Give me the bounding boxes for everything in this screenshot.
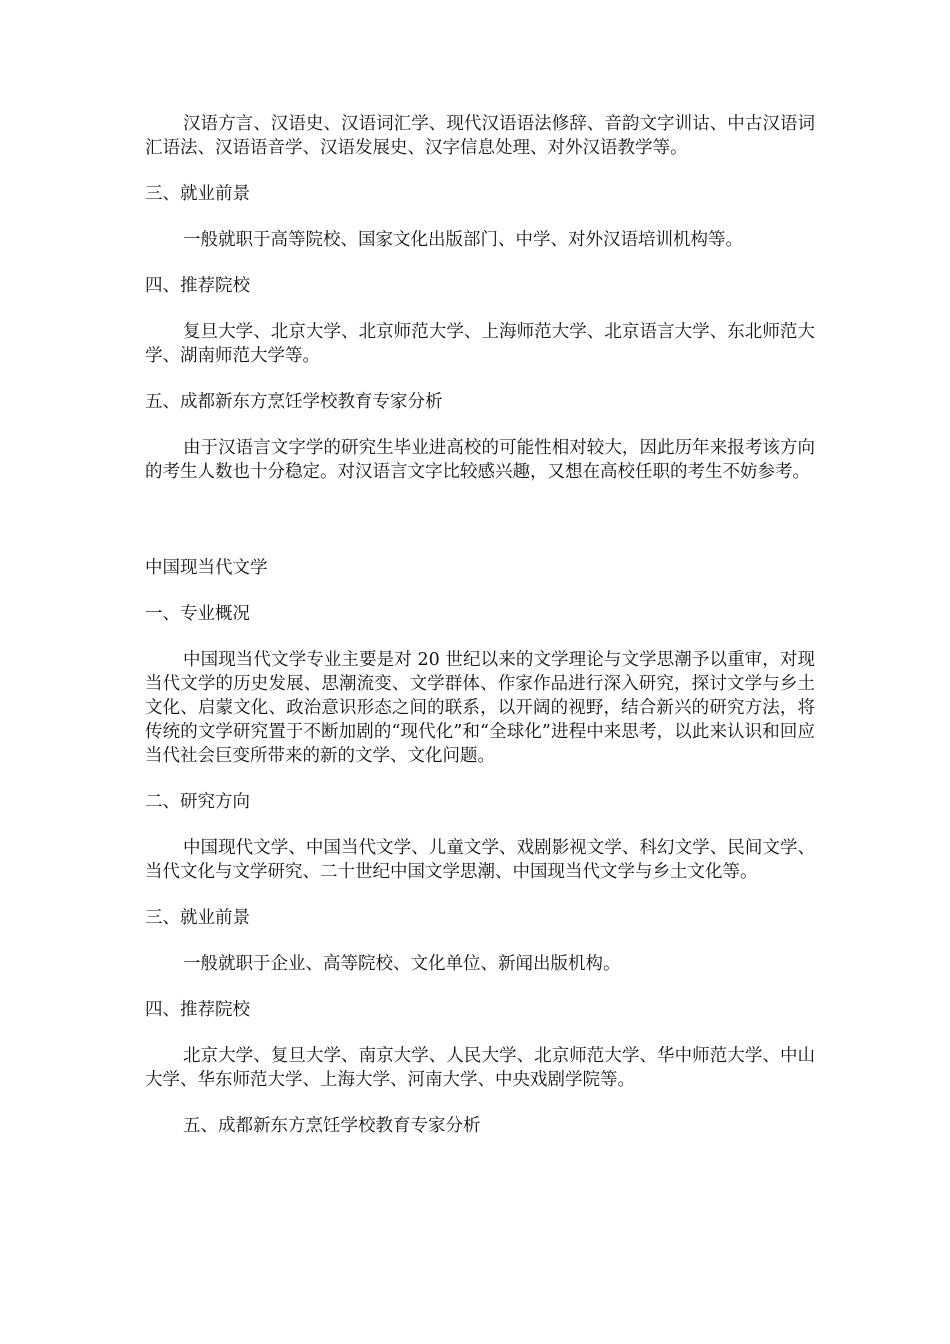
paragraph-employment: 一般就职于高等院校、国家文化出版部门、中学、对外汉语培训机构等。 xyxy=(183,230,743,250)
heading-research-directions: 二、研究方向 xyxy=(145,792,250,812)
heading-recommended-schools: 四、推荐院校 xyxy=(145,276,250,296)
paragraph-overview: 中国现当代文学专业主要是对 20 世纪以来的文学理论与文学思潮予以重审，对现当代文学的历史发展、思潮流变、文学群体、作家作品进行深入研究，探讨文学与乡土文化、启蒙文化、政治意识形态之间的联系，以开阔的视野，结合新兴的研究方法，将传统的文学研究置于不断加剧的“现代化”和“全球化”进程中来思考，以此来认识和回应当代社会巨变所带来的新的文学、文化问题。 xyxy=(145,650,815,766)
heading-overview: 一、专业概况 xyxy=(145,604,250,624)
heading-expert-analysis-2: 五、成都新东方烹饪学校教育专家分析 xyxy=(183,1116,481,1136)
paragraph-research-directions: 汉语方言、汉语史、汉语词汇学、现代汉语语法修辞、音韵文字训诂、中古汉语词汇语法、汉语语音学、汉语发展史、汉字信息处理、对外汉语教学等。 xyxy=(145,114,815,158)
paragraph-recommended-schools: 复旦大学、北京大学、北京师范大学、上海师范大学、北京语言大学、东北师范大学、湖南师范大学等。 xyxy=(145,322,815,366)
section-title: 中国现当代文学 xyxy=(145,558,268,578)
paragraph-research-directions-2: 中国现代文学、中国当代文学、儿童文学、戏剧影视文学、科幻文学、民间文学、当代文化与文学研究、二十世纪中国文学思潮、中国现当代文学与乡土文化等。 xyxy=(145,838,815,882)
document-page xyxy=(145,112,815,1138)
heading-employment-2: 三、就业前景 xyxy=(145,908,250,928)
paragraph-recommended-schools-2: 北京大学、复旦大学、南京大学、人民大学、北京师范大学、华中师范大学、中山大学、华东师范大学、上海大学、河南大学、中央戏剧学院等。 xyxy=(145,1046,815,1090)
heading-recommended-schools-2: 四、推荐院校 xyxy=(145,1000,250,1020)
heading-expert-analysis: 五、成都新东方烹饪学校教育专家分析 xyxy=(145,392,443,412)
paragraph-employment-2: 一般就职于企业、高等院校、文化单位、新闻出版机构。 xyxy=(183,954,621,974)
paragraph-expert-analysis: 由于汉语言文字学的研究生毕业进高校的可能性相对较大，因此历年来报考该方向的考生人数也十分稳定。对汉语言文字比较感兴趣，又想在高校任职的考生不妨参考。 xyxy=(145,438,815,482)
heading-employment: 三、就业前景 xyxy=(145,184,250,204)
